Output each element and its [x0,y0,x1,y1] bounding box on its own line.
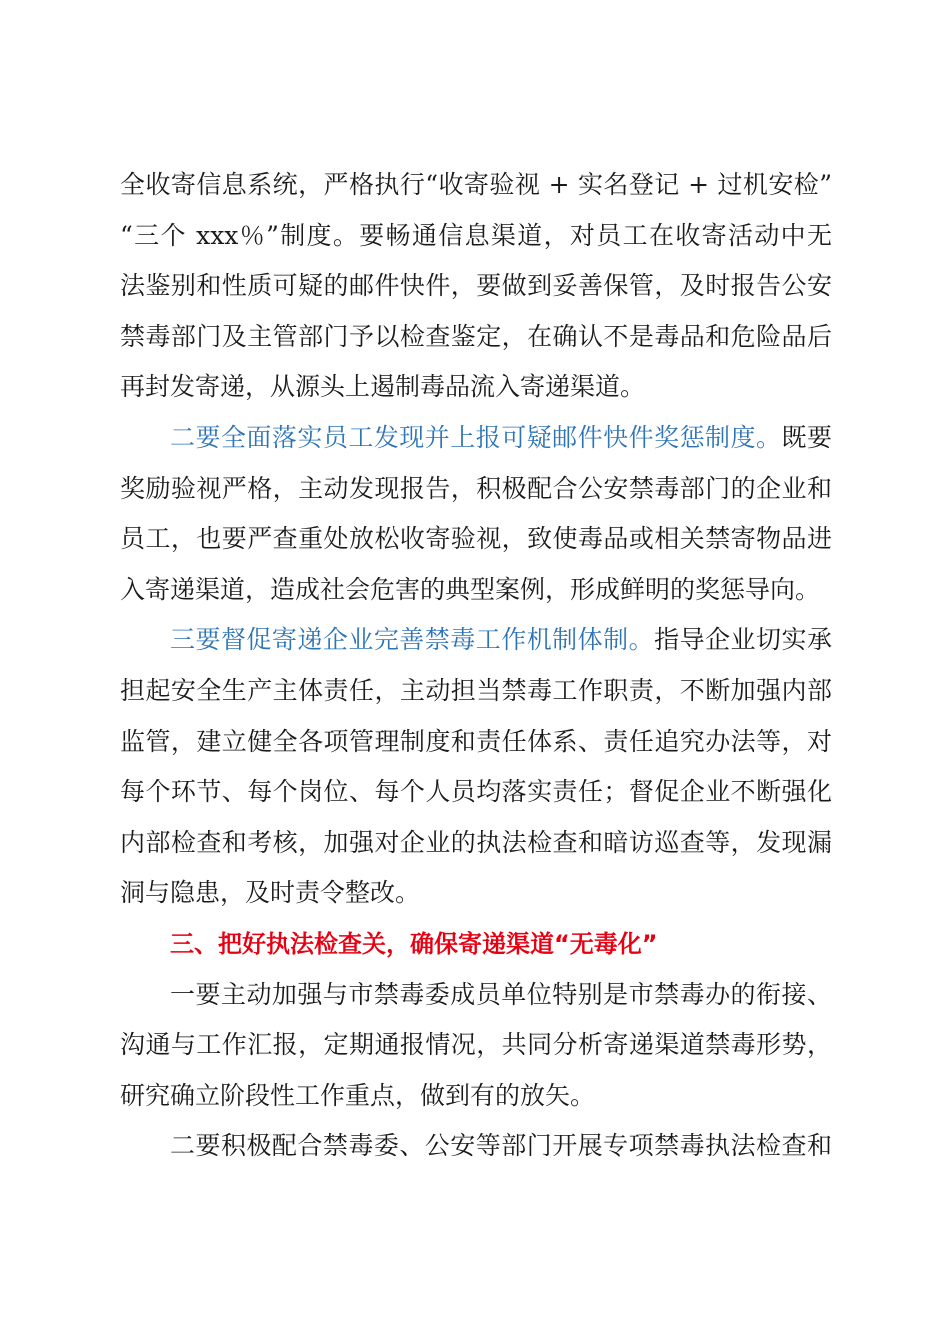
text-segment: 既要 [781,422,832,452]
paragraph-receiving-system [120,160,832,413]
text-line: 员工，也要严查重处放松收寄验视，致使毒品或相关禁寄物品进 [120,524,832,554]
text-line: 内部检查和考核，加强对企业的执法检查和暗访巡查等，发现漏 [120,827,832,857]
paragraph-work-mechanism [120,615,832,919]
text-line: 担起安全生产主体责任，主动担当禁毒工作职责，不断加强内部 [120,675,832,705]
text-line: 监管，建立健全各项管理制度和责任体系、责任追究办法等，对 [120,726,832,756]
highlighted-topic-sentence: 三要督促寄递企业完善禁毒工作机制体制。 [170,625,655,655]
text-line: 研究确立阶段性工作重点，做到有的放矢。 [120,1080,596,1110]
text-line: 法鉴别和性质可疑的邮件快件，要做到妥善保管，及时报告公安 [120,271,832,301]
paragraph-reward-punishment [120,413,832,615]
highlighted-topic-sentence: 二要全面落实员工发现并上报可疑邮件快件奖惩制度。 [170,422,782,452]
text-line: 全收寄信息系统，严格执行“收寄验视 + 实名登记 + 过机安检” [120,170,832,199]
text-line [120,413,832,464]
text-line: 洞与隐患，及时责令整改。 [120,878,421,908]
text-line: 沟通与工作汇报，定期通报情况，共同分析寄递渠道禁毒形势， [120,1030,832,1060]
text-line: 入寄递渠道，造成社会危害的典型案例，形成鲜明的奖惩导向。 [120,574,821,604]
text-line: 奖励验视严格，主动发现报告，积极配合公安禁毒部门的企业和 [120,473,832,503]
paragraph-coordination [120,970,832,1122]
paragraph-enforcement [120,1121,832,1172]
text-line: 每个环节、每个岗位、每个人员均落实责任；督促企业不断强化 [120,777,832,807]
text-line [120,615,832,666]
text-line: “三个 xxx％”制度。要畅通信息渠道，对员工在收寄活动中无 [120,220,832,250]
text-line: 二要积极配合禁毒委、公安等部门开展专项禁毒执法检查和 [170,1131,832,1161]
text-segment: 指导企业切实承 [654,625,832,655]
text-line: 禁毒部门及主管部门予以检查鉴定，在确认不是毒品和危险品后 [120,321,832,351]
document-page [120,160,832,1172]
section-heading: 三、把好执法检查关，确保寄递渠道“无毒化” [170,929,658,958]
text-line: 再封发寄递，从源头上遏制毒品流入寄递渠道。 [120,372,646,402]
text-line: 一要主动加强与市禁毒委成员单位特别是市禁毒办的衔接、 [170,979,832,1009]
